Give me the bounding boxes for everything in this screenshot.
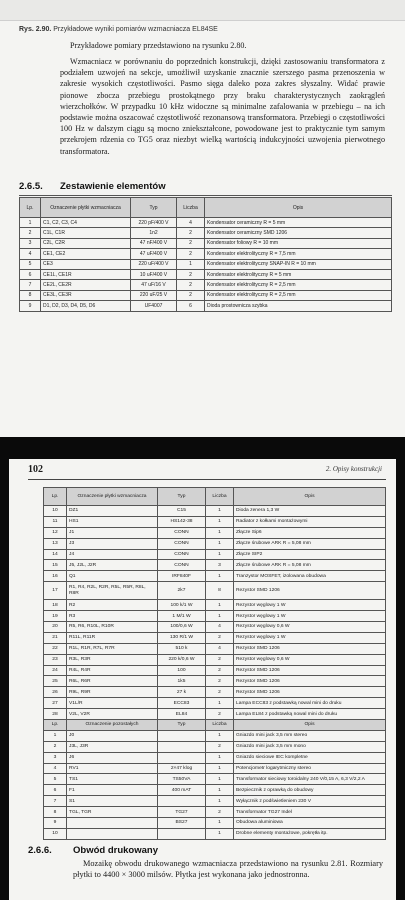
description-cell: Potencjometr logarytmiczny stereo xyxy=(234,763,386,774)
table-row xyxy=(44,698,386,709)
description-cell: Lampa ECC83 z podstawką nowal mini do druku xyxy=(234,698,386,709)
lp-cell: 18 xyxy=(44,600,67,611)
count-cell: 1 xyxy=(206,828,234,839)
count-cell: 2 xyxy=(177,280,205,290)
count-cell: 1 xyxy=(206,611,234,622)
lp-cell: 27 xyxy=(44,698,67,709)
count-cell: 2 xyxy=(177,290,205,300)
description-cell: Złącze śrubowe ARK R = 5,08 mm xyxy=(234,538,386,549)
lp-cell: 10 xyxy=(44,506,67,517)
count-cell: 6 xyxy=(177,301,205,311)
table-row xyxy=(44,654,386,665)
description-cell: Obudowa aluminiowa xyxy=(234,818,386,829)
column-header-description: Opis xyxy=(234,488,386,506)
lp-cell: 3 xyxy=(44,752,67,763)
count-cell: 1 xyxy=(206,752,234,763)
count-cell: 1 xyxy=(206,538,234,549)
description-cell: Lampa EL84 z podstawką nowal mini do druku xyxy=(234,709,386,720)
count-cell: 2 xyxy=(206,709,234,720)
lp-cell: 2 xyxy=(20,228,41,238)
type-cell: TS50VA xyxy=(158,774,206,785)
column-header-designator: Oznaczenie płytki wzmacniacza xyxy=(41,198,131,218)
designator-cell: CE1L, CE1R xyxy=(41,269,131,279)
type-cell: 47 nF/400 V xyxy=(131,238,177,248)
type-cell: 1 M/1 W xyxy=(158,611,206,622)
subheader-count-cell: Liczba xyxy=(206,720,234,731)
header-rule xyxy=(28,479,386,480)
table-row xyxy=(44,796,386,807)
figure-bottom-strip xyxy=(0,0,405,21)
count-cell: 1 xyxy=(206,774,234,785)
count-cell: 2 xyxy=(206,665,234,676)
description-cell: Kondensator foliowy R = 10 mm xyxy=(205,238,392,248)
description-cell: Złącze Sip6 xyxy=(234,527,386,538)
type-cell: 220 uF/400 V xyxy=(131,259,177,269)
count-cell: 2 xyxy=(177,238,205,248)
table-row xyxy=(44,807,386,818)
lp-cell: 6 xyxy=(44,785,67,796)
lp-cell: 8 xyxy=(20,290,41,300)
type-cell xyxy=(158,796,206,807)
designator-cell: R6L, R6R xyxy=(67,676,158,687)
table-row xyxy=(44,774,386,785)
table-row xyxy=(20,259,392,269)
type-cell: 27 k xyxy=(158,687,206,698)
type-cell: 220 pF/400 V xyxy=(131,218,177,228)
table-row xyxy=(44,785,386,796)
count-cell: 2 xyxy=(206,741,234,752)
table-row xyxy=(44,643,386,654)
type-cell: C15 xyxy=(158,506,206,517)
type-cell: 100/0,6 W xyxy=(158,622,206,633)
table-row xyxy=(20,290,392,300)
type-cell: ECC83 xyxy=(158,698,206,709)
lp-cell: 4 xyxy=(20,249,41,259)
column-header-designator: Oznaczenie płytki wzmacniacza xyxy=(67,488,158,506)
lp-cell: 2 xyxy=(44,741,67,752)
count-cell: 2 xyxy=(206,807,234,818)
type-cell xyxy=(158,741,206,752)
designator-cell: J3 xyxy=(67,538,158,549)
parts-table xyxy=(19,197,392,312)
count-cell: 1 xyxy=(206,785,234,796)
table-row xyxy=(20,238,392,248)
count-cell: 1 xyxy=(177,259,205,269)
designator-cell: C2L, C2R xyxy=(41,238,131,248)
designator-cell: R5, R6, R10L, R10R xyxy=(67,622,158,633)
description-cell: Kondensator elektrolityczny R = 5 mm xyxy=(205,269,392,279)
table-header-row xyxy=(44,488,386,506)
description-cell: Gniazdo sieciowe IEC kompletne xyxy=(234,752,386,763)
description-cell: Rezystor węglowy 1 W xyxy=(234,632,386,643)
type-cell: UF4007 xyxy=(131,301,177,311)
lp-cell: 17 xyxy=(44,582,67,600)
designator-cell: RV1 xyxy=(67,763,158,774)
table-row xyxy=(44,828,386,839)
designator-cell: TS1 xyxy=(67,774,158,785)
parts-table-body xyxy=(20,218,392,312)
description-cell: Kondensator elektrolityczny R = 2,5 mm xyxy=(205,280,392,290)
lp-cell: 21 xyxy=(44,632,67,643)
type-cell: BS27 xyxy=(158,818,206,829)
designator-cell: V1L/R xyxy=(67,698,158,709)
lp-cell: 22 xyxy=(44,643,67,654)
lp-cell: 9 xyxy=(20,301,41,311)
table-row xyxy=(44,818,386,829)
count-cell: 1 xyxy=(206,506,234,517)
type-cell: CONN xyxy=(158,560,206,571)
table-row xyxy=(44,622,386,633)
description-cell: Rezystor węglowy 0,6 W xyxy=(234,654,386,665)
table-row xyxy=(44,527,386,538)
designator-cell: DZ1 xyxy=(67,506,158,517)
designator-cell: CE1, CE2 xyxy=(41,249,131,259)
table-row xyxy=(44,632,386,643)
type-cell xyxy=(158,752,206,763)
lp-cell: 5 xyxy=(44,774,67,785)
designator-cell: R4L, R4R xyxy=(67,665,158,676)
count-cell: 1 xyxy=(206,796,234,807)
count-cell: 8 xyxy=(206,582,234,600)
table-row xyxy=(44,763,386,774)
lp-cell: 7 xyxy=(20,280,41,290)
table-row xyxy=(44,676,386,687)
description-cell: Transformator TG27 Indel xyxy=(234,807,386,818)
book-page-lower xyxy=(9,459,396,900)
table-header-row xyxy=(20,198,392,218)
designator-cell: R11L, R11R xyxy=(67,632,158,643)
lp-cell: 6 xyxy=(20,269,41,279)
running-head: 2. Opisy konstrukcji xyxy=(325,465,382,473)
type-cell xyxy=(158,828,206,839)
designator-cell: CE2L, CE2R xyxy=(41,280,131,290)
column-header-lp: Lp. xyxy=(44,488,67,506)
lp-cell: 10 xyxy=(44,828,67,839)
description-cell: Dioda zenera 1,3 W xyxy=(234,506,386,517)
lp-cell: 1 xyxy=(20,218,41,228)
lp-cell: 15 xyxy=(44,560,67,571)
designator-cell: Q1 xyxy=(67,571,158,582)
description-cell: Rezystor węglowy 1 W xyxy=(234,600,386,611)
column-header-type: Typ xyxy=(158,488,206,506)
lp-cell: 11 xyxy=(44,516,67,527)
section-title: Zestawienie elementów xyxy=(60,181,166,192)
subheader-designator-cell: Oznaczenie pozostałych xyxy=(67,720,158,731)
type-cell: 2×47 klog xyxy=(158,763,206,774)
table-row xyxy=(20,280,392,290)
type-cell: HS142-38 xyxy=(158,516,206,527)
figure-caption-label: Rys. 2.90. xyxy=(19,26,52,33)
lp-cell: 16 xyxy=(44,571,67,582)
subheader-description-cell: Opis xyxy=(234,720,386,731)
designator-cell: J6 xyxy=(67,752,158,763)
count-cell: 1 xyxy=(206,698,234,709)
table-row xyxy=(44,582,386,600)
lp-cell: 7 xyxy=(44,796,67,807)
designator-cell: CE3L, CE3R xyxy=(41,290,131,300)
lp-cell: 25 xyxy=(44,676,67,687)
type-cell: 47 uF/16 V xyxy=(131,280,177,290)
description-cell: Złącze SIP2 xyxy=(234,549,386,560)
column-header-type: Typ xyxy=(131,198,177,218)
designator-cell: J0 xyxy=(67,730,158,741)
count-cell: 1 xyxy=(206,600,234,611)
designator-cell: J1 xyxy=(67,527,158,538)
table-subheader-row xyxy=(44,720,386,731)
designator-cell: TGL, TGR xyxy=(67,807,158,818)
lp-cell: 19 xyxy=(44,611,67,622)
designator-cell: D1, D2, D3, D4, D5, D6 xyxy=(41,301,131,311)
designator-cell: HS1 xyxy=(67,516,158,527)
type-cell: 2k7 xyxy=(158,582,206,600)
designator-cell: J4 xyxy=(67,549,158,560)
designator-cell: J3L, J3R xyxy=(67,741,158,752)
description-cell: Radiator z kołkami montażowymi xyxy=(234,516,386,527)
type-cell: 130 R/1 W xyxy=(158,632,206,643)
description-cell: Tranzystor MOSFET, izolowana obudowa xyxy=(234,571,386,582)
designator-cell: R3L, R3R xyxy=(67,654,158,665)
type-cell: CONN xyxy=(158,538,206,549)
section-number: 2.6.6. xyxy=(28,845,52,856)
lp-cell: 24 xyxy=(44,665,67,676)
description-cell: Rezystor SMD 1206 xyxy=(234,676,386,687)
section-number: 2.6.5. xyxy=(19,181,43,192)
designator-cell xyxy=(67,818,158,829)
designator-cell: C1L, C1R xyxy=(41,228,131,238)
designator-cell: J5, J2L, J2R xyxy=(67,560,158,571)
count-cell: 2 xyxy=(177,269,205,279)
table-row xyxy=(44,730,386,741)
description-cell: Drobne elementy montażowe, pokrętła itp. xyxy=(234,828,386,839)
page-number: 102 xyxy=(28,464,43,475)
designator-cell: R1, R4, R2L, R2R, R5L, R5R, R8L, R8R xyxy=(67,582,158,600)
type-cell: 510 k xyxy=(158,643,206,654)
count-cell: 2 xyxy=(206,676,234,687)
table-row xyxy=(44,516,386,527)
count-cell: 2 xyxy=(206,632,234,643)
count-cell: 1 xyxy=(206,730,234,741)
table-row xyxy=(44,538,386,549)
designator-cell: S1 xyxy=(67,796,158,807)
description-cell: Złącze śrubowe ARK R = 5,08 mm xyxy=(234,560,386,571)
type-cell: 1n2 xyxy=(131,228,177,238)
designator-cell: R9L, R9R xyxy=(67,687,158,698)
description-cell: Rezystor węglowy 0,6 W xyxy=(234,622,386,633)
table-row xyxy=(20,218,392,228)
designator-cell: C1, C2, C3, C4 xyxy=(41,218,131,228)
count-cell: 1 xyxy=(206,571,234,582)
lp-cell: 13 xyxy=(44,538,67,549)
count-cell: 4 xyxy=(206,622,234,633)
description-cell: Wyłącznik z podświetleniem 230 V xyxy=(234,796,386,807)
table-row xyxy=(44,560,386,571)
description-cell: Rezystor węglowy 1 W xyxy=(234,611,386,622)
table-row xyxy=(44,752,386,763)
type-cell xyxy=(158,730,206,741)
paragraph-pcb: Mozaikę obwodu drukowanego wzmacniacza przedstawiono na rysunku 2.81. Rozmiary płytki to 4400 × 3000 milsów. Płytka jest wykonana jako jednostronna. xyxy=(73,859,383,880)
section-title: Obwód drukowany xyxy=(73,845,158,856)
count-cell: 1 xyxy=(206,516,234,527)
designator-cell: F1 xyxy=(67,785,158,796)
table-row xyxy=(44,571,386,582)
column-header-lp: Lp. xyxy=(20,198,41,218)
lp-cell: 5 xyxy=(20,259,41,269)
description-cell: Gniazdo mini jack 3,5 mm mono xyxy=(234,741,386,752)
type-cell: EL84 xyxy=(158,709,206,720)
table-row xyxy=(44,549,386,560)
description-cell: Bezpiecznik z oprawką do obudowy xyxy=(234,785,386,796)
type-cell: 100 k/1 W xyxy=(158,600,206,611)
type-cell: 220 k/0,6 W xyxy=(158,654,206,665)
description-cell: Rezystor SMD 1206 xyxy=(234,665,386,676)
description-cell: Kondensator ceramiczny R = 5 mm xyxy=(205,218,392,228)
table-row xyxy=(44,506,386,517)
count-cell: 4 xyxy=(206,643,234,654)
type-cell: 47 uF/400 V xyxy=(131,249,177,259)
lp-cell: 4 xyxy=(44,763,67,774)
description-cell: Rezystor SMD 1206 xyxy=(234,582,386,600)
description-cell: Dioda prostownicza szybka xyxy=(205,301,392,311)
table-row xyxy=(44,665,386,676)
count-cell: 2 xyxy=(206,654,234,665)
lp-cell: 9 xyxy=(44,818,67,829)
subheader-type-cell: Typ xyxy=(158,720,206,731)
subheader-lp-cell: Lp. xyxy=(44,720,67,731)
count-cell: 3 xyxy=(206,560,234,571)
table-row xyxy=(20,269,392,279)
type-cell: TG27 xyxy=(158,807,206,818)
table-row xyxy=(44,611,386,622)
lp-cell: 23 xyxy=(44,654,67,665)
book-page-upper xyxy=(0,0,405,437)
description-cell: Rezystor SMD 1206 xyxy=(234,687,386,698)
count-cell: 1 xyxy=(206,763,234,774)
lp-cell: 20 xyxy=(44,622,67,633)
count-cell: 2 xyxy=(177,249,205,259)
lp-cell: 26 xyxy=(44,687,67,698)
column-header-count: Liczba xyxy=(177,198,205,218)
count-cell: 1 xyxy=(206,527,234,538)
lp-cell: 28 xyxy=(44,709,67,720)
description-cell: Kondensator elektrolityczny SNAP-IN R = 10 mm xyxy=(205,259,392,269)
description-cell: Kondensator elektrolityczny R = 2,5 mm xyxy=(205,290,392,300)
lp-cell: 3 xyxy=(20,238,41,248)
paragraph-intro: Przykładowe pomiary przedstawiono na rysunku 2.80. xyxy=(70,41,247,50)
table-row xyxy=(44,709,386,720)
description-cell: Kondensator ceramiczny SMD 1206 xyxy=(205,228,392,238)
description-cell: Transformator sieciowy toroidalny 240 V/0,15 A, 6,3 V/2,2 A xyxy=(234,774,386,785)
type-cell: CONN xyxy=(158,527,206,538)
type-cell: 100 xyxy=(158,665,206,676)
table-row xyxy=(20,301,392,311)
type-cell: 1k5 xyxy=(158,676,206,687)
column-header-count: Liczba xyxy=(206,488,234,506)
lp-cell: 1 xyxy=(44,730,67,741)
designator-cell: CE3 xyxy=(41,259,131,269)
description-cell: Rezystor SMD 1206 xyxy=(234,643,386,654)
table-row xyxy=(20,228,392,238)
column-header-description: Opis xyxy=(205,198,392,218)
table-row xyxy=(44,687,386,698)
description-cell: Kondensator elektrolityczny R = 7,5 mm xyxy=(205,249,392,259)
table-row xyxy=(44,741,386,752)
count-cell: 1 xyxy=(206,549,234,560)
lp-cell: 8 xyxy=(44,807,67,818)
table-row xyxy=(44,600,386,611)
designator-cell: V2L, V2R xyxy=(67,709,158,720)
count-cell: 1 xyxy=(206,818,234,829)
designator-cell xyxy=(67,828,158,839)
section-rule xyxy=(19,195,392,196)
count-cell: 2 xyxy=(177,228,205,238)
lp-cell: 14 xyxy=(44,549,67,560)
type-cell: 400 mAT xyxy=(158,785,206,796)
type-cell: 220 uF/25 V xyxy=(131,290,177,300)
designator-cell: R3 xyxy=(67,611,158,622)
parts-table-body xyxy=(44,506,386,840)
table-row xyxy=(20,249,392,259)
paragraph-description: Wzmacniacz w porównaniu do poprzednich konstrukcji, dzięki zastosowaniu transformatora z podziałem uzwojeń na sekcje, umożliwił uzyskanie znacznie szerszego pasma przenoszenia w zakresie wysokich częstotliwości. Pasmo sięga daleko poza zakres słyszalny. Widać prawie pionowe zbocza przebiegu prostokątnego przy braku charakterystycznych zaokrągleń wierzchołków. W przypadku 10 kHz widoczne są minimalne zafalowania w przebiegu – na ich podstawie można oszacować częstotliwość rezonansową transformatora. Przebiegi o częstotliwości 100 Hz w dalszym ciągu są mocno zniekształcone, powodowane jest to praktycznie tym samym przekrojem rdzenia co TG5 oraz niezbyt wielką wartością indukcyjności uzwojenia pierwotnego transformatora. xyxy=(60,57,385,156)
figure-caption xyxy=(19,26,218,33)
parts-table-continued xyxy=(43,487,386,840)
type-cell: 10 uF/400 V xyxy=(131,269,177,279)
type-cell: IRF840F xyxy=(158,571,206,582)
description-cell: Gniazdo mini jack 3,5 mm stereo xyxy=(234,730,386,741)
type-cell: CONN xyxy=(158,549,206,560)
lp-cell: 12 xyxy=(44,527,67,538)
count-cell: 4 xyxy=(177,218,205,228)
figure-caption-text: Przykładowe wyniki pomiarów wzmacniacza EL84SE xyxy=(53,26,218,33)
designator-cell: R1L, R1R, R7L, R7R xyxy=(67,643,158,654)
designator-cell: R2 xyxy=(67,600,158,611)
count-cell: 2 xyxy=(206,687,234,698)
